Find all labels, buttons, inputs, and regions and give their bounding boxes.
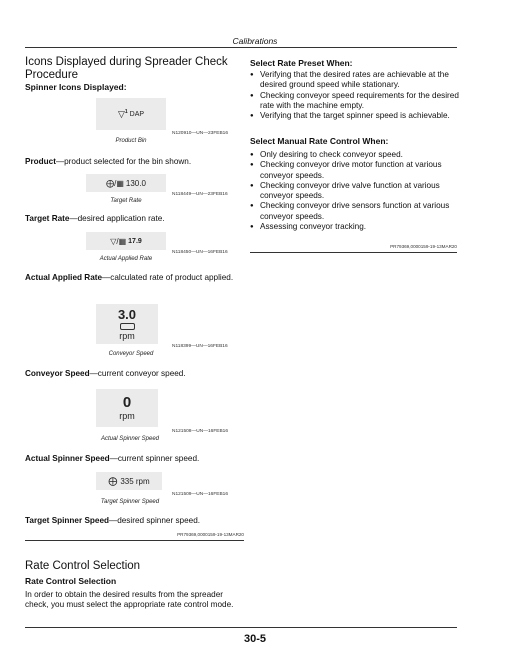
conveyor-belt-icon	[120, 323, 135, 330]
list-item: ● Assessing conveyor tracking.	[250, 222, 460, 232]
target-spinner-label: Target Spinner Speed	[25, 516, 110, 525]
target-rate-figure-id: N118449—UN—23FEB16	[172, 192, 228, 197]
product-bin-value: DAP	[129, 110, 145, 118]
target-spinner-description	[25, 516, 240, 526]
product-label: Product	[25, 157, 56, 166]
product-description	[25, 157, 240, 167]
applied-rate-figure-id: N118450—UN—16FEB16	[172, 250, 228, 255]
footer-rule	[25, 627, 457, 628]
spinner-speed-description	[25, 454, 240, 464]
spinner-speed-figure	[96, 389, 158, 427]
product-bin-figure	[96, 98, 166, 130]
applied-rate-desc-text: —calculated rate of product applied.	[102, 273, 234, 282]
target-spinner-value: 335 rpm	[120, 476, 150, 486]
target-rate-label: Target Rate	[25, 214, 70, 223]
conveyor-speed-description	[25, 369, 240, 379]
list-item: ● Verifying that the target spinner speed is achievable.	[250, 111, 460, 121]
spinner-icons-heading: Spinner Icons Displayed:	[25, 82, 127, 92]
applied-rate-icon: ▽/▦	[110, 236, 127, 246]
target-rate-value: 130.0	[125, 178, 146, 188]
spinner-speed-figure-id: N121508—UN—16FEB16	[172, 429, 228, 434]
list-item: ● Only desiring to check conveyor speed.	[250, 150, 460, 160]
rate-control-text: In order to obtain the desired results from the spreader check, you must select the appropriate rate control mode.	[25, 590, 234, 610]
conveyor-speed-figure	[96, 304, 158, 344]
target-rate-description	[25, 214, 240, 224]
section-title-icons: Icons Displayed during Spreader Check Procedure	[25, 56, 228, 81]
spinner-icon: ⨁	[108, 475, 118, 486]
list-item: ● Verifying that the desired rates are achievable at the desired ground speed while stationary.	[250, 70, 460, 91]
conveyor-speed-desc-text: —current conveyor speed.	[89, 369, 186, 378]
target-rate-caption: Target Rate	[110, 198, 142, 204]
right-reference-code: PR79369,0000159-19-13MAR20	[390, 244, 457, 249]
product-bin-figure-id: N120910—UN—23FEB16	[172, 131, 228, 136]
conveyor-speed-unit: rpm	[119, 330, 135, 341]
left-reference-code: PR79369,0000159-19-13MAR20	[177, 532, 244, 537]
applied-rate-description	[25, 273, 235, 283]
conveyor-speed-figure-id: N118399—UN—16FEB16	[172, 344, 228, 349]
applied-rate-figure	[86, 232, 166, 250]
list-item: ● Checking conveyor drive motor function at various conveyor speeds.	[250, 160, 460, 181]
rate-control-title: Rate Control Selection	[25, 560, 141, 572]
right-section-rule	[250, 252, 457, 253]
preset-list	[250, 70, 460, 121]
spinner-speed-unit: rpm	[119, 411, 135, 421]
rate-control-subheading: Rate Control Selection	[25, 576, 117, 586]
target-rate-desc-text: —desired application rate.	[69, 214, 165, 223]
target-rate-icon: ⨁/▦	[106, 178, 124, 188]
page-number: 30-5	[243, 633, 267, 645]
list-item: ● Checking conveyor drive valve function at various conveyor speeds.	[250, 181, 460, 202]
applied-rate-value: 17.9	[128, 237, 142, 245]
target-spinner-figure	[96, 472, 162, 490]
target-spinner-figure-id: N121509—UN—16FEB16	[172, 492, 228, 497]
conveyor-speed-label: Conveyor Speed	[25, 369, 90, 378]
target-rate-figure	[86, 174, 166, 192]
applied-rate-caption: Actual Applied Rate	[99, 256, 153, 262]
spinner-speed-caption: Actual Spinner Speed	[100, 436, 160, 442]
product-desc-text: —product selected for the bin shown.	[55, 157, 192, 166]
hopper-icon: ▽$^1$	[117, 108, 128, 119]
left-section-rule	[25, 540, 244, 541]
applied-rate-label: Actual Applied Rate	[25, 273, 103, 282]
spinner-speed-value: 0	[122, 394, 132, 411]
list-item: ● Checking conveyor speed requirements for the desired rate with the machine empty.	[250, 91, 460, 112]
manual-list	[250, 150, 460, 232]
list-item: ● Checking conveyor drive sensors function at various conveyor speeds.	[250, 201, 460, 222]
spinner-speed-label: Actual Spinner Speed	[25, 454, 110, 463]
spinner-speed-desc-text: —current spinner speed.	[109, 454, 200, 463]
preset-heading: Select Rate Preset When:	[250, 58, 353, 68]
header-rule	[25, 47, 457, 48]
conveyor-speed-value: 3.0	[117, 306, 137, 322]
target-spinner-desc-text: —desired spinner speed.	[109, 516, 201, 525]
manual-heading: Select Manual Rate Control When:	[250, 136, 389, 146]
product-bin-caption: Product Bin	[115, 138, 147, 144]
target-spinner-caption: Target Spinner Speed	[100, 499, 160, 505]
conveyor-speed-caption: Conveyor Speed	[108, 351, 154, 357]
page-header-section: Calibrations	[232, 36, 278, 46]
